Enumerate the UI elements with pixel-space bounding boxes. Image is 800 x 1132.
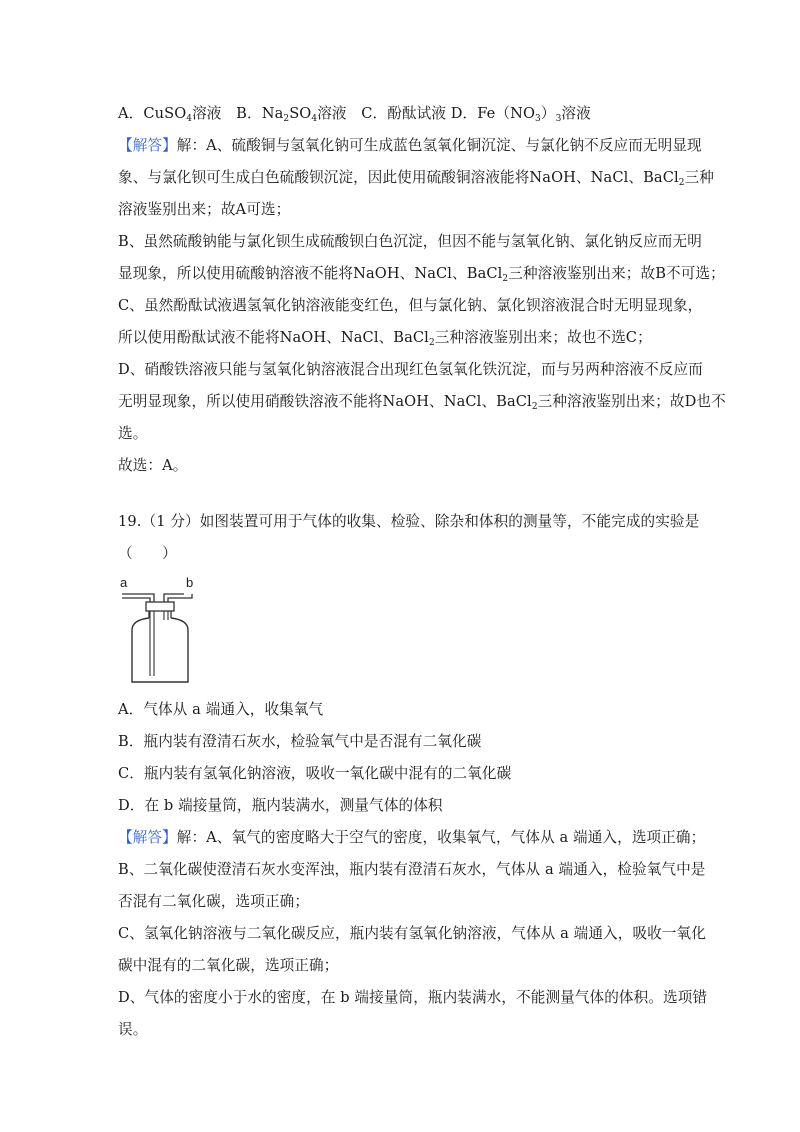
q19-option-a: A．气体从 a 端通入，收集氧气 — [118, 701, 324, 718]
q18-answer-line-1: 【解答】解：A、硫酸铜与氢氧化钠可生成蓝色氢氧化铜沉淀、与氯化钠不反应而无明显现 — [118, 137, 702, 154]
q18-answer-line-10: 选。 — [118, 425, 148, 442]
q19-answer-line-4: C、氢氧化钠溶液与二氧化碳反应，瓶内装有氢氧化钠溶液，气体从 a 端通入，吸收一氧化 — [118, 925, 706, 942]
q19-answer-line-2: B、二氧化碳使澄清石灰水变浑浊，瓶内装有澄清石灰水，气体从 a 端通入，检验氧气中是 — [118, 861, 706, 878]
q19-option-d: D．在 b 端接量筒，瓶内装满水，测量气体的体积 — [118, 797, 443, 814]
q18-answer-line-3: 溶液鉴别出来；故A可选； — [118, 201, 291, 218]
q19-option-b: B．瓶内装有澄清石灰水，检验氧气中是否混有二氧化碳 — [118, 733, 482, 750]
option-a-text: A．CuSO — [118, 105, 187, 122]
stopper — [146, 602, 174, 611]
q19-option-c: C．瓶内装有氢氧化钠溶液，吸收一氧化碳中混有的二氧化碳 — [118, 765, 512, 782]
long-tube — [150, 611, 154, 676]
q18-answer-line-7: 所以使用酚酞试液不能将NaOH、NaCl、BaCl$_2$三种溶液鉴别出来；故也不选C； — [118, 329, 652, 348]
q18-final-answer: 故选：A。 — [118, 457, 188, 474]
q18-options: A．CuSO$_4$溶液 B．$Na_2SO_4$溶液 C．酚酞试液 D．$Fe(NO_3)_3$溶液 — [118, 105, 591, 124]
label-a: a — [120, 575, 128, 590]
q19-answer-line-5: 碳中混有的二氧化碳，选项正确； — [118, 957, 339, 974]
short-tube — [164, 611, 168, 620]
q18-answer-line-4: B、虽然硫酸钠能与氯化钡生成硫酸钡白色沉淀，但因不能与氢氧化钠、氯化钠反应而无明 — [118, 233, 702, 250]
answer-tag: 【解答】 — [118, 829, 177, 846]
q18-answer-line-9: 无明显现象，所以使用硝酸铁溶液不能将NaOH、NaCl、BaCl$_2$三种溶液鉴别出来；故D也不 — [118, 393, 726, 412]
q19-answer-line-7: 误。 — [118, 1021, 148, 1038]
bottle-body — [132, 618, 188, 682]
gas-bottle-diagram — [118, 572, 208, 687]
q19-answer-line-3: 否混有二氧化碳，选项正确； — [118, 893, 310, 910]
label-b: b — [186, 575, 194, 590]
q19-stem: 19.（1 分）如图装置可用于气体的收集、检验、除杂和体积的测量等，不能完成的实验是 — [118, 513, 700, 530]
answer-tag: 【解答】 — [118, 137, 177, 154]
tube-b-top — [168, 594, 192, 602]
q18-answer-line-5: 显现象，所以使用硫酸钠溶液不能将NaOH、NaCl、BaCl$_2$三种溶液鉴别出来；故B不可选； — [118, 265, 725, 284]
q19-answer-line-6: D、气体的密度小于水的密度，在 b 端接量筒，瓶内装满水，不能测量气体的体积。选项错 — [118, 989, 708, 1006]
q18-answer-line-8: D、硝酸铁溶液只能与氢氧化钠溶液混合出现红色氢氧化铁沉淀，而与另两种溶液不反应而 — [118, 361, 703, 378]
q19-blank: （ ） — [118, 545, 177, 562]
q19-answer-line-1: 【解答】解：A、氧气的密度略大于空气的密度，收集氧气，气体从 a 端通入，选项正确； — [118, 829, 706, 846]
q18-answer-line-6: C、虽然酚酞试液遇氢氧化钠溶液能变红色，但与氯化钠、氯化钡溶液混合时无明显现象， — [118, 297, 703, 314]
q18-answer-line-2: 象、与氯化钡可生成白色硫酸钡沉淀，因此使用硫酸铜溶液能将NaOH、NaCl、BaCl$_2$三种 — [118, 169, 714, 188]
